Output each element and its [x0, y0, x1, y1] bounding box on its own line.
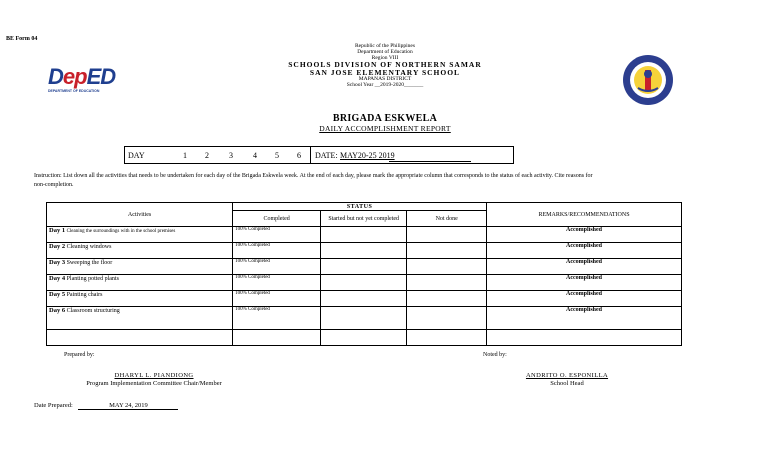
- date-label: DATE:: [315, 151, 338, 160]
- day-number: 1: [183, 151, 187, 160]
- deped-logo: [46, 62, 126, 100]
- header-activities: Activities: [47, 203, 233, 227]
- activity-cell: Day 4 Planting potted plants: [47, 275, 233, 291]
- prepared-by-label: Prepared by:: [64, 352, 95, 358]
- activity-cell: Day 3 Sweeping the floor: [47, 259, 233, 275]
- not-done-cell: [407, 275, 487, 291]
- header-line1: Republic of the Philippines: [354, 43, 416, 49]
- table-row: [47, 243, 682, 259]
- started-cell: [321, 307, 407, 330]
- activity-cell: Day 6 Classroom structuring: [47, 307, 233, 330]
- day-number: 3: [229, 151, 233, 160]
- date-prepared-value: MAY 24, 2019: [78, 402, 178, 410]
- remarks-cell: Accomplished: [487, 243, 682, 259]
- header-school: SAN JOSE ELEMENTARY SCHOOL: [309, 68, 461, 78]
- started-cell: [321, 291, 407, 307]
- day-number: 2: [205, 151, 209, 160]
- header-status: STATUS: [233, 203, 487, 211]
- completed-cell: 100% Completed: [233, 291, 321, 307]
- remarks-cell: Accomplished: [487, 227, 682, 243]
- table-row: [47, 275, 682, 291]
- table-header-row: [47, 203, 682, 211]
- completed-cell: 100% Completed: [233, 243, 321, 259]
- deped-logo-tagline: DEPARTMENT OF EDUCATION: [48, 89, 100, 93]
- day-number: 6: [297, 151, 301, 160]
- table-row: [47, 330, 682, 346]
- accomplishment-table: [46, 202, 682, 346]
- empty-cell: [47, 330, 233, 346]
- started-cell: [321, 227, 407, 243]
- day-date-box: [124, 146, 514, 164]
- completed-cell: 100% Completed: [233, 307, 321, 330]
- activity-cell: Day 2 Cleaning windows: [47, 243, 233, 259]
- report-subtitle: DAILY ACCOMPLISHMENT REPORT: [319, 124, 451, 133]
- started-cell: [321, 243, 407, 259]
- not-done-cell: [407, 259, 487, 275]
- not-done-cell: [407, 291, 487, 307]
- completed-cell: 100% Completed: [233, 227, 321, 243]
- empty-cell: [487, 330, 682, 346]
- header-remarks: REMARKS/RECOMMENDATIONS: [487, 203, 682, 227]
- header-not-done: Not done: [407, 211, 487, 227]
- preparer-name: DHARYL L. PIANDIONG: [114, 372, 194, 379]
- date-underline: [389, 161, 471, 162]
- remarks-cell: Accomplished: [487, 275, 682, 291]
- deped-logo-word: DepED: [48, 64, 116, 89]
- report-title: BRIGADA ESKWELA: [332, 113, 438, 124]
- header-school-year: School Year __2019-2020_______: [346, 81, 424, 88]
- preparer-signature-block: [64, 372, 244, 389]
- day-number: 5: [275, 151, 279, 160]
- empty-cell: [407, 330, 487, 346]
- started-cell: [321, 275, 407, 291]
- remarks-cell: Accomplished: [487, 291, 682, 307]
- date-prepared-label: Date Prepared:: [34, 402, 73, 409]
- letterhead: [240, 44, 530, 89]
- not-done-cell: [407, 243, 487, 259]
- not-done-cell: [407, 227, 487, 243]
- noter-title: School Head: [550, 380, 584, 388]
- form-number: BE Form 04: [6, 36, 38, 42]
- not-done-cell: [407, 307, 487, 330]
- empty-cell: [321, 330, 407, 346]
- table-row: [47, 227, 682, 243]
- table-row: [47, 259, 682, 275]
- noter-name: ANDRITO O. ESPONILLA: [525, 372, 609, 379]
- header-line3: Region VIII: [371, 54, 399, 61]
- noter-signature-block: [512, 372, 622, 389]
- header-started: Started but not yet completed: [321, 211, 407, 227]
- date-value: MAY20-25 2019: [340, 151, 395, 160]
- table-row: [47, 291, 682, 307]
- header-completed: Completed: [233, 211, 321, 227]
- activity-cell: Day 5 Painting chairs: [47, 291, 233, 307]
- table-row: [47, 307, 682, 330]
- remarks-cell: Accomplished: [487, 259, 682, 275]
- header-line2: Department of Education: [357, 48, 413, 55]
- day-number: 4: [253, 151, 257, 160]
- instruction-text: Instruction: List down all the activities that needs to be undertaken for each day of the Brigada Eskwela week. At the end of each day, please mark the appropriate column that corresponds to the status of each activity. Cite reasons for non-completion.: [34, 173, 593, 189]
- activity-cell: Day 1 Cleaning the surroundings with in the school premises: [47, 227, 233, 243]
- deped-seal-logo: [622, 54, 674, 106]
- preparer-title: Program Implementation Committee Chair/Member: [86, 380, 222, 388]
- remarks-cell: Accomplished: [487, 307, 682, 330]
- empty-cell: [233, 330, 321, 346]
- date-prepared: [34, 402, 178, 410]
- report-title-block: [240, 113, 530, 133]
- day-label: DAY: [128, 151, 145, 160]
- day-date-divider: [310, 147, 311, 163]
- header-division: SCHOOLS DIVISION OF NORTHERN SAMAR: [288, 60, 482, 70]
- completed-cell: 100% Completed: [233, 259, 321, 275]
- started-cell: [321, 259, 407, 275]
- header-district: MAPANAS DISTRICT: [358, 76, 412, 83]
- noted-by-label: Noted by:: [483, 352, 507, 358]
- completed-cell: 100% Completed: [233, 275, 321, 291]
